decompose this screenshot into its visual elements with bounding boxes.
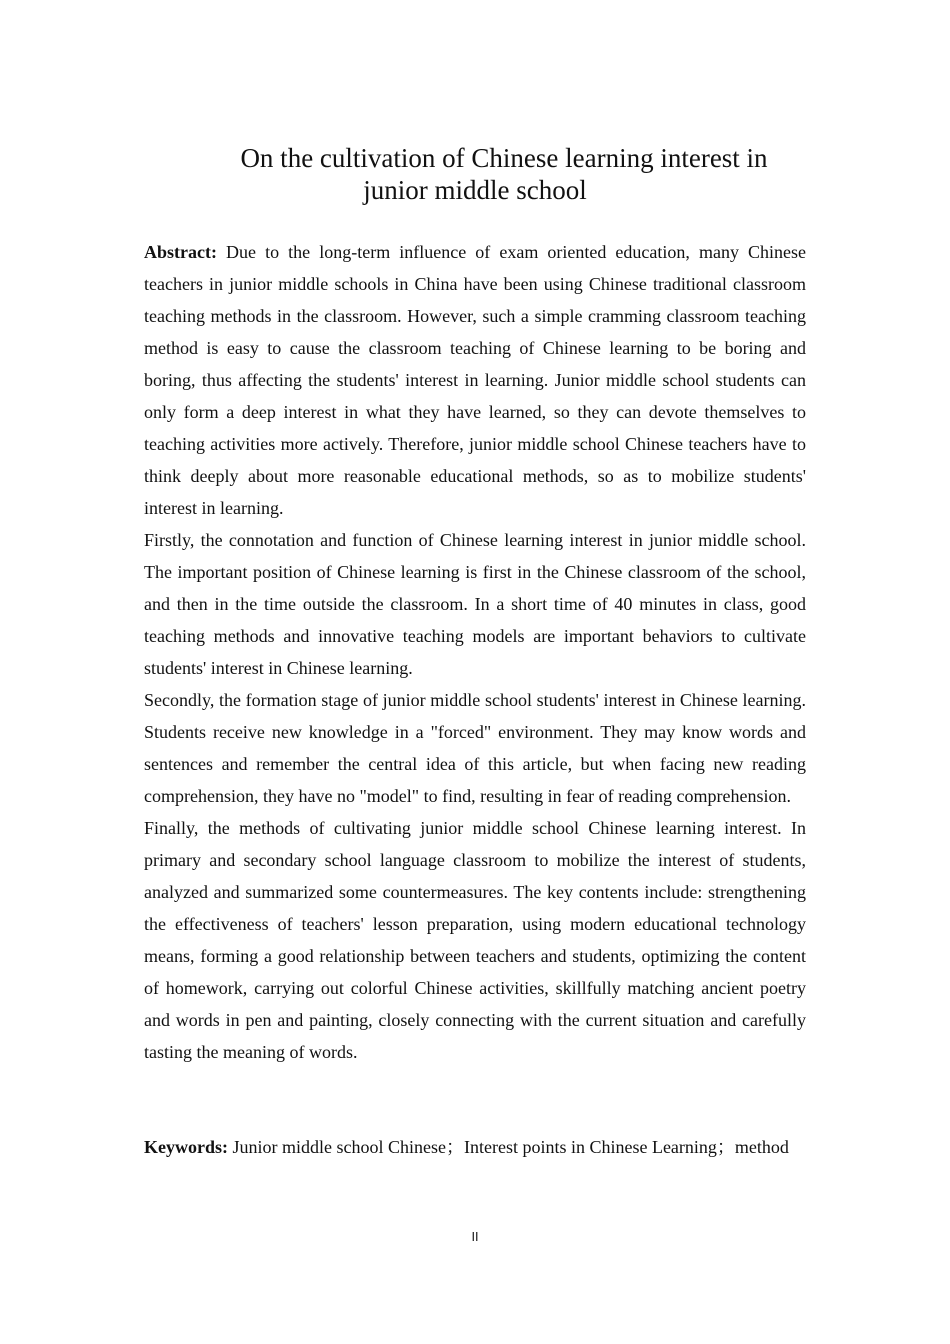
abstract-paragraph-2: Firstly, the connotation and function of Chinese learning interest in junior middle school. The important position of Chinese learning is first in the Chinese classroom of the school, and then in the time outside the classroom. In a short time of 40 minutes in class, good teaching methods and innovative teaching models are important behaviors to cultivate students' interest in Chinese learning.	[144, 530, 806, 678]
page-number: II	[471, 1230, 479, 1244]
paper-title-line-2: junior middle school	[363, 175, 587, 205]
paper-title-line-1: On the cultivation of Chinese learning interest in	[240, 143, 768, 173]
keywords-label: Keywords:	[144, 1137, 228, 1157]
keywords-text: Junior middle school Chinese；Interest points in Chinese Learning；method	[228, 1137, 789, 1157]
abstract-section	[144, 236, 806, 1068]
abstract-paragraph-1-text: Due to the long-term influence of exam oriented education, many Chinese teachers in junior middle schools in China have been using Chinese traditional classroom teaching methods in the classroom. However, such a simple cramming classroom teaching method is easy to cause the classroom teaching of Chinese learning to be boring and boring, thus affecting the students' interest in learning. Junior middle school students can only form a deep interest in what they have learned, so they can devote themselves to teaching activities more actively. Therefore, junior middle school Chinese teachers have to think deeply about more reasonable educational methods, so as to mobilize students' interest in learning.	[144, 242, 806, 518]
abstract-label: Abstract	[144, 242, 211, 262]
abstract-paragraph-4: Finally, the methods of cultivating junior middle school Chinese learning interest. In primary and secondary school language classroom to mobilize the interest of students, analyzed and summarized some countermeasures. The key contents include: strengthening the effectiveness of teachers' lesson preparation, using modern educational technology means, forming a good relationship between teachers and students, optimizing the content of homework, carrying out colorful Chinese activities, skillfully matching ancient poetry and words in pen and painting, closely connecting with the current situation and carefully tasting the meaning of words.	[144, 818, 806, 1062]
paper-title	[144, 142, 806, 206]
abstract-label-separator: :	[210, 242, 227, 262]
abstract-paragraph-3: Secondly, the formation stage of junior middle school students' interest in Chinese learning. Students receive new knowledge in a "forced" environment. They may know words and sentences and remember the central idea of this article, but when facing new reading comprehension, they have no "model" to find, resulting in fear of reading comprehension.	[144, 690, 806, 806]
keywords-section	[144, 1131, 806, 1163]
abstract-paragraph-1	[144, 236, 806, 524]
